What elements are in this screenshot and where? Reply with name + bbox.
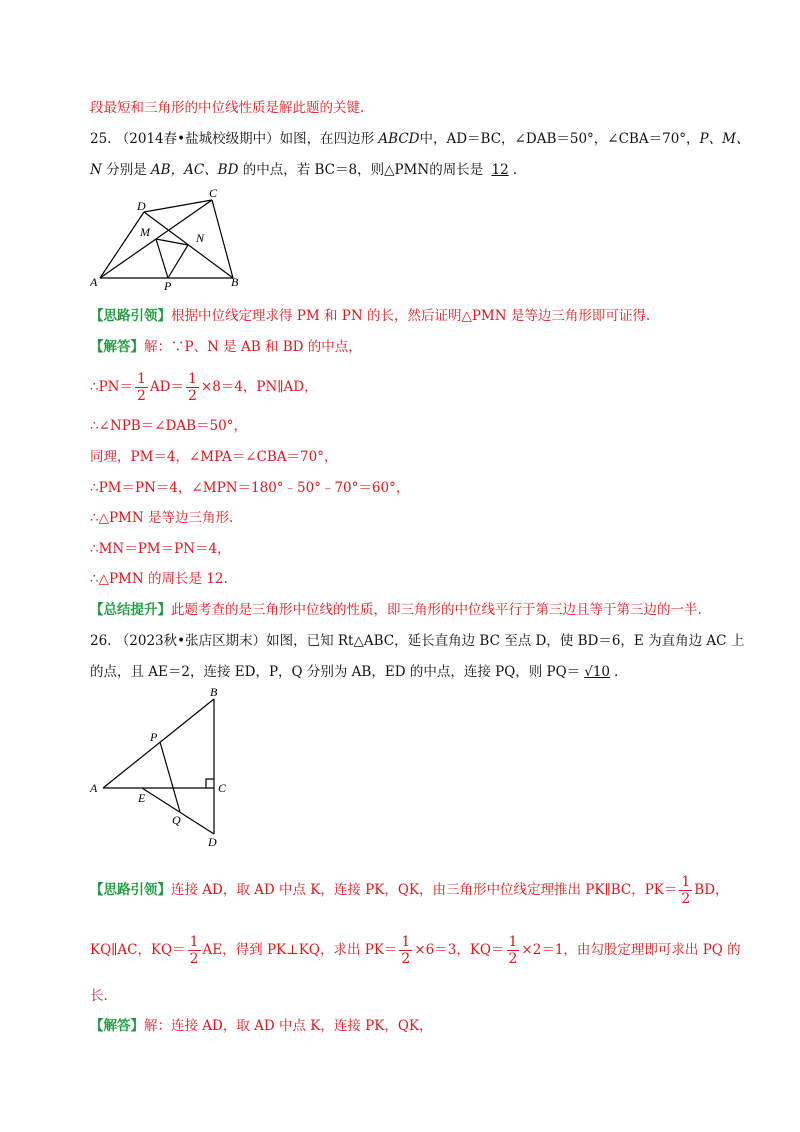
q25-summary: [90, 600, 702, 620]
q26-hint2-a: KQ∥AC，KQ＝: [90, 942, 186, 958]
q26-seg-ab: [103, 699, 214, 788]
q26-period: .: [614, 664, 619, 680]
q26-hint-line3: 长.: [90, 988, 108, 1004]
q25-line2-e: BC＝8，则△PMN: [314, 162, 430, 178]
q26-hint2-frac-n: 1: [189, 934, 199, 950]
q25-solution-head: [90, 337, 362, 357]
q26-seg-ed: [142, 788, 214, 834]
q26-hint2-d: ×2＝1，由勾股定理即可求出 PQ 的: [521, 942, 741, 958]
q25-sol-first: 解：∵P、N 是 AB 和 BD 的中点，: [144, 339, 362, 355]
q26-answer: √10: [584, 664, 610, 680]
q25-seg-mn: [156, 239, 188, 245]
q25-step1-pre: ∴PN＝: [90, 379, 133, 395]
q25-step1-frac2-n: 1: [188, 371, 197, 387]
q26-label-a: A: [90, 781, 98, 795]
q26-hint2-frac2-n: 1: [401, 934, 411, 950]
q26-line2-text: 的点，且 AE＝2，连接 ED，P，Q 分别为 AB，ED 的中点，连接 PQ，则 PQ＝: [90, 664, 581, 680]
q26-hint1-frac: [679, 875, 692, 906]
q25-cond1: AD＝BC，∠DAB＝50°，∠CBA＝70°，: [446, 131, 700, 147]
q25-label-b: B: [231, 275, 239, 289]
q25-figure: [88, 186, 248, 292]
q25-period: .: [512, 162, 517, 178]
q25-line2-b: 分别是: [106, 162, 147, 178]
q25-step2: ∴∠NPB＝∠DAB＝50°，: [90, 418, 247, 434]
q26-hint2-b: AE，得到 PK⊥KQ，求出 PK＝: [202, 942, 398, 958]
q25-pmn: P、M、: [699, 131, 750, 147]
q25-hint-tag: 【思路引领】: [90, 308, 171, 324]
q26-label-b: B: [210, 685, 218, 699]
q25-text-a: 如图，在四边形: [279, 131, 375, 147]
q26-sol-tag: 【解答】: [90, 1018, 144, 1034]
q25-step3: 同理，PM＝4，∠MPA＝∠CBA＝70°，: [90, 449, 338, 465]
q25-step1-frac2: [186, 372, 199, 403]
q25-step1-mid: AD＝: [149, 379, 184, 395]
q25-line2-a: N: [90, 162, 102, 178]
q26-sol-first: 解：连接 AD，取 AD 中点 K，连接 PK，QK，: [144, 1018, 433, 1034]
q25-step1-frac: [135, 372, 148, 403]
q25-step1-frac2-d: 2: [188, 388, 197, 404]
q25-step6: ∴MN＝PM＝PN＝4，: [90, 541, 231, 557]
q26-hint-line1: [90, 872, 729, 908]
q26-hint1-pre: 连接 AD，取 AD 中点 K，连接 PK，QK，由三角形中位线定理推出 PK∥BC，PK＝: [171, 882, 678, 898]
q25-abcd: ABCD: [378, 131, 420, 147]
q25-source: （2014春•盐城校级期中）: [115, 131, 280, 147]
q26-solution-head: [90, 1016, 433, 1036]
q25-summary-text: 此题考查的是三角形中位线的性质，即三角形的中位线平行于第三边且等于第三边的一半.: [171, 602, 702, 618]
q25-label-c: C: [209, 186, 218, 200]
q25-hint: [90, 306, 650, 326]
q26-label-p: P: [150, 730, 158, 744]
q25-line2-c: AB，AC、BD: [150, 162, 239, 178]
q26-hint2-frac-d: 2: [189, 951, 199, 967]
q26-number: 26.: [90, 633, 112, 649]
q25-hint-text: 根据中位线定理求得 PM 和 PN 的长，然后证明△PMN 是等边三角形即可证得.: [171, 308, 651, 324]
q26-line2: [90, 662, 618, 682]
q25-line1: [90, 129, 749, 149]
q25-seg-pm: [156, 239, 168, 278]
q25-step1-post: ×8＝4，PN∥AD，: [200, 379, 318, 395]
q25-sol-tag: 【解答】: [90, 339, 144, 355]
q25-summary-tag: 【总结提升】: [90, 602, 171, 618]
q26-hint1-post: BD，: [694, 882, 729, 898]
q25-seg-ad: [100, 212, 144, 278]
q25-line2-f: 的周长是: [429, 162, 484, 178]
q26-hint2-frac3: [507, 935, 520, 966]
q25-step1-frac-d: 2: [137, 388, 146, 404]
q26-label-e: E: [138, 791, 146, 805]
q25-label-a: A: [90, 275, 98, 289]
top-note: 段最短和三角形的中位线性质是解此题的关键.: [90, 100, 365, 116]
q26-label-c: C: [218, 781, 227, 795]
q25-step7: ∴△PMN 的周长是 12.: [90, 571, 228, 587]
q25-step5: ∴△PMN 是等边三角形.: [90, 510, 234, 526]
q25-step1-frac-n: 1: [137, 371, 146, 387]
q26-hint1-frac-n: 1: [681, 874, 691, 890]
q26-right-angle: [206, 779, 214, 788]
q25-seg-cb: [212, 200, 233, 278]
q25-step4: ∴PM＝PN＝4，∠MPN＝180°﹣50°﹣70°＝60°，: [90, 480, 410, 496]
q25-label-d: D: [137, 199, 146, 213]
q26-hint1-frac-d: 2: [681, 891, 691, 907]
q26-hint2-frac2: [399, 935, 412, 966]
q25-number: 25.: [90, 131, 112, 147]
q26-hint-tag: 【思路引领】: [90, 882, 171, 898]
q26-figure: [88, 686, 248, 852]
q26-line1-text: （2023秋•张店区期末）如图，已知 Rt△ABC，延长直角边 BC 至点 D，使 BD＝6，E 为直角边 AC 上: [115, 633, 745, 649]
q26-hint2-c: ×6＝3，KQ＝: [414, 942, 505, 958]
q25-line2: [90, 160, 517, 180]
q26-line1: [90, 631, 744, 651]
q25-step1: [90, 370, 318, 404]
q25-label-n: N: [196, 231, 205, 245]
q25-text-b: 中，: [419, 131, 447, 147]
q26-label-q: Q: [172, 813, 181, 827]
q26-hint2-frac2-d: 2: [401, 951, 411, 967]
q25-label-m: M: [140, 225, 150, 239]
q25-label-p: P: [164, 279, 172, 293]
q26-hint2-frac: [188, 935, 201, 966]
q26-hint2-frac3-n: 1: [508, 934, 518, 950]
q25-line2-d: 的中点，若: [242, 162, 311, 178]
q25-seg-pn: [168, 245, 188, 278]
q26-label-d: D: [208, 835, 217, 849]
q25-answer: 12: [491, 162, 509, 178]
q25-seg-dc: [144, 200, 212, 212]
q26-hint2-frac3-d: 2: [508, 951, 518, 967]
q26-hint-line2: [90, 932, 741, 968]
